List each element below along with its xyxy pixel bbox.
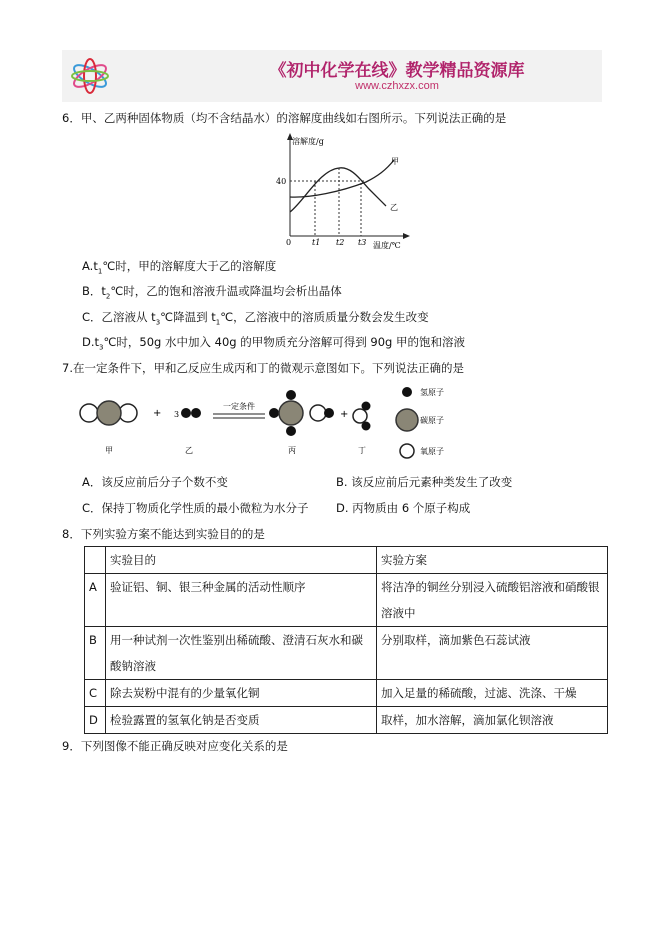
- row-label: D: [85, 707, 106, 734]
- subscript: 2: [105, 292, 111, 301]
- x-tick-t2: t2: [336, 238, 345, 247]
- q7-stem: 7.在一定条件下，甲和乙反应生成丙和丁的微观示意图如下。下列说法正确的是: [62, 361, 464, 375]
- banner-title: 《初中化学在线》教学精品资源库: [269, 61, 525, 81]
- option-text: ℃降温到 t: [160, 310, 216, 324]
- q6-stem: 6．甲、乙两种固体物质（均不含结晶水）的溶解度曲线如右图所示。下列说法正确的是: [62, 111, 507, 125]
- banner-url: www.czhxzx.com: [355, 80, 439, 92]
- table-header-cell: 实验目的: [106, 547, 377, 574]
- q6-option-c: [82, 309, 429, 326]
- x-axis-arrow: [403, 233, 410, 239]
- subscript: 1: [97, 267, 103, 276]
- table-header-row: [85, 547, 608, 574]
- option-prefix: C．乙溶液从 t: [82, 310, 156, 324]
- legend-carbon-icon: [396, 409, 418, 431]
- q7-option-b: B. 该反应前后元素种类发生了改变: [336, 475, 513, 489]
- subscript: 3: [99, 343, 104, 352]
- plus-sign: +: [153, 408, 162, 419]
- row-label: C: [85, 680, 106, 707]
- solubility-chart: [270, 130, 420, 250]
- molecule-bing: [269, 390, 334, 436]
- x-tick-t3: t3: [358, 238, 367, 247]
- series-label-yi: 乙: [390, 203, 398, 212]
- q6-option-b: [82, 283, 342, 300]
- table-header-cell: [85, 547, 106, 574]
- row-plan: 取样，加水溶解，滴加氯化钡溶液: [377, 707, 608, 734]
- x-tick-t1: t1: [312, 238, 321, 247]
- molecule-jia: [80, 401, 137, 425]
- label-bing: 丙: [288, 446, 296, 455]
- q7-option-c: C．保持丁物质化学性质的最小微粒为水分子: [82, 501, 309, 515]
- x-axis-label: 温度/℃: [373, 241, 401, 250]
- row-goal: 用一种试剂一次性鉴别出稀硫酸、澄清石灰水和碳酸钠溶液: [106, 627, 377, 680]
- option-prefix: B．t: [82, 284, 106, 298]
- option-text: ℃时，50g 水中加入 40g 的甲物质充分溶解可得到 90g 甲的饱和溶液: [103, 335, 465, 349]
- q6-option-a: [82, 258, 276, 275]
- row-goal: 验证铝、铜、银三种金属的活动性顺序: [106, 574, 377, 627]
- row-goal: 检验露置的氢氧化钠是否变质: [106, 707, 377, 734]
- table-header-cell: 实验方案: [377, 547, 608, 574]
- table-row: [85, 627, 608, 680]
- molecule-ding: [353, 402, 371, 431]
- series-label-jia: 甲: [391, 157, 399, 166]
- y-tick-40: 40: [276, 177, 287, 186]
- reaction-condition: 一定条件: [223, 402, 255, 411]
- option-text: ℃时，乙的饱和溶液升温或降温均会析出晶体: [110, 284, 342, 298]
- row-label: B: [85, 627, 106, 680]
- option-text: ℃，乙溶液中的溶质质量分数会发生改变: [220, 310, 429, 324]
- subscript: 1: [215, 318, 221, 327]
- atom-logo-icon: [68, 56, 112, 96]
- option-prefix: D.t: [82, 335, 100, 349]
- header-banner: [62, 50, 602, 102]
- molecule-yi: [181, 408, 201, 418]
- legend-oxygen-icon: [400, 444, 414, 458]
- origin-label: 0: [286, 238, 292, 247]
- row-plan: 加入足量的稀硫酸，过滤、洗涤、干燥: [377, 680, 608, 707]
- plus-sign-2: +: [340, 409, 349, 420]
- q7-option-a: A．该反应前后分子个数不变: [82, 475, 228, 489]
- label-ding: 丁: [358, 446, 366, 455]
- option-text: ℃时，甲的溶解度大于乙的溶解度: [102, 259, 277, 273]
- q9-stem: 9．下列图像不能正确反映对应变化关系的是: [62, 739, 288, 753]
- label-jia: 甲: [105, 446, 113, 455]
- option-prefix: A.t: [82, 259, 98, 273]
- y-axis-label: 溶解度/g: [292, 137, 324, 146]
- row-plan: 将洁净的铜丝分别浸入硫酸铝溶液和硝酸银溶液中: [377, 574, 608, 627]
- curve-jia: [290, 160, 394, 197]
- reaction-diagram: [75, 383, 495, 465]
- legend-hydrogen-icon: [402, 387, 412, 397]
- row-goal: 除去炭粉中混有的少量氧化铜: [106, 680, 377, 707]
- table-row: [85, 707, 608, 734]
- q6-option-d: [82, 334, 465, 351]
- q7-option-d: D. 丙物质由 6 个原子构成: [336, 501, 471, 515]
- legend-hydrogen: 氢原子: [420, 388, 444, 397]
- label-yi: 乙: [185, 446, 193, 455]
- q8-table: [84, 546, 608, 734]
- table-row: [85, 680, 608, 707]
- legend-carbon: 碳原子: [420, 416, 444, 425]
- row-plan: 分别取样，滴加紫色石蕊试液: [377, 627, 608, 680]
- row-label: A: [85, 574, 106, 627]
- legend-oxygen: 氧原子: [420, 447, 444, 456]
- subscript: 3: [155, 318, 161, 327]
- table-row: [85, 574, 608, 627]
- coefficient: 3: [174, 410, 180, 419]
- q8-stem: 8．下列实验方案不能达到实验目的的是: [62, 527, 265, 541]
- curve-yi: [290, 168, 386, 212]
